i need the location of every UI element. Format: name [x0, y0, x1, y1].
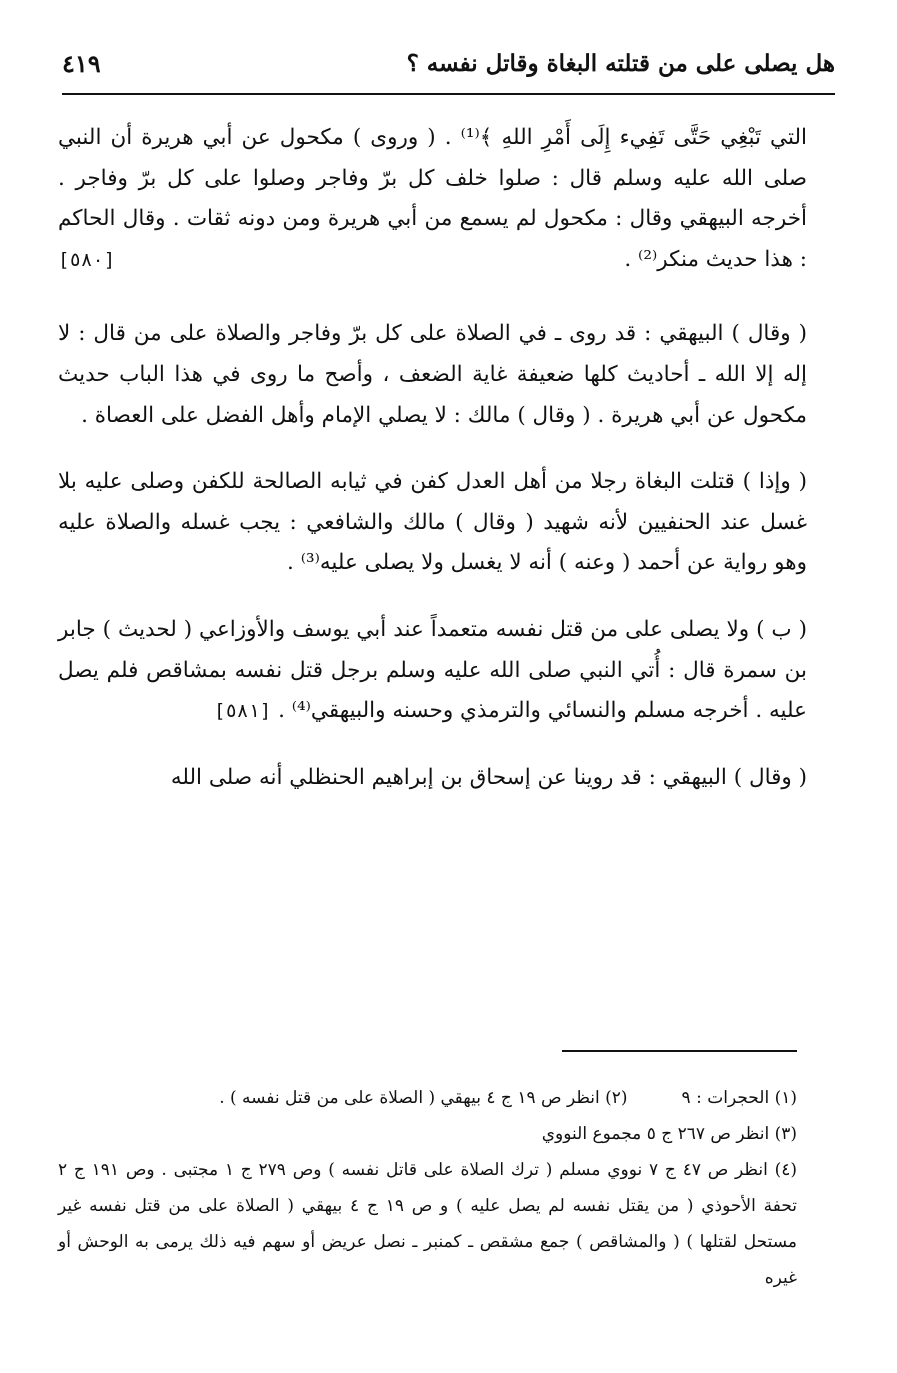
paragraph-3-text: ( وإذا ) قتلت البغاة رجلا من أهل العدل كفن في ثيابه الصالحة للكفن وصلى عليه بلا غسل عند الحنفيين لأنه شهيد ( وقال ) مالك والشافعي : يجب غسله والصلاة عليه وهو رواية عن أحمد ( وعنه ) أنه لا يغسل ولا يصلى عليه⁽³⁾ . [58, 469, 807, 576]
hadith-number-580: [٥٨٠] [58, 248, 116, 271]
footnote-row-1 [58, 1080, 797, 1116]
footnote-rule [562, 1050, 797, 1052]
footnote-2: (٢) انظر ص ١٩ ج ٤ بيهقي ( الصلاة على من قتل نفسه ) . [219, 1088, 628, 1108]
paragraph-3 [58, 462, 807, 584]
page-number: ٤١٩ [62, 48, 101, 78]
footnote-3: (٣) انظر ص ٢٦٧ ج ٥ مجموع النووي [541, 1124, 797, 1144]
page-header [62, 38, 835, 88]
paragraph-5-text: ( وقال ) البيهقي : قد روينا عن إسحاق بن إبراهيم الحنظلي أنه صلى الله [170, 764, 807, 790]
header-rule [62, 93, 835, 95]
paragraph-2-text: ( وقال ) البيهقي : قد روى ـ في الصلاة على كل برّ وفاجر والصلاة على من قال : لا إله إلا الله ـ أحاديث كلها ضعيفة غاية الضعف ، وأصح ما روى في هذا الباب حديث مكحول عن أبي هريرة . ( وقال ) مالك : لا يصلي الإمام وأهل الفضل على العصاة . [58, 321, 807, 428]
paragraph-4 [58, 610, 807, 732]
footnotes [58, 1080, 797, 1296]
footnote-4: (٤) انظر ص ٤٧ ج ٧ نووي مسلم ( ترك الصلاة على قاتل نفسه ) وص ٢٧٩ ج ١ مجتبى . وص ١٩١ ج ٢ تحفة الأحوذي ( من يقتل نفسه لم يصل عليه ) و ص ١٩ ج ٤ بيهقي ( الصلاة على من قتل نفسه غير مستحل لقتلها ) ( والمشاقص ) جمع مشقص ـ كمنبر ـ نصل عريض أو سهم فيه ذلك يرمى به الوحش أو غيره [58, 1160, 798, 1288]
footnote-1: (١) الحجرات : ٩ [681, 1088, 797, 1108]
hadith-number-581: [٥٨١] [213, 700, 272, 723]
main-text [58, 118, 807, 824]
running-title: هل يصلى على من قتلته البغاة وقاتل نفسه ؟ [406, 49, 835, 77]
paragraph-2 [58, 314, 807, 436]
paragraph-1-text: التي تَبْغِي حَتَّى تَفِيء إِلَى أَمْرِ اللهِ ﴾⁽¹⁾ . ( وروى ) مكحول عن أبي هريرة أن النبي صلى الله عليه وسلم قال : صلوا خلف كل برّ وفاجر وصلوا على كل برّ وفاجر . أخرجه البيهقي وقال : مكحول لم يسمع من أبي هريرة ومن دونه ثقات . وقال الحاكم : هذا حديث منكر⁽²⁾ . [58, 125, 807, 272]
paragraph-1 [58, 118, 807, 280]
paragraph-5 [58, 758, 807, 799]
footnote-row-2 [58, 1116, 797, 1152]
paragraph-4-text: ( ب ) ولا يصلى على من قتل نفسه متعمداً عند أبي يوسف والأوزاعي ( لحديث ) جابر بن سمرة قال : أُتي النبي صلى الله عليه وسلم برجل قتل نفسه بمشاقص فلم يصل عليه . أخرجه مسلم والنسائي والترمذي وحسنه والبيهقي⁽⁴⁾ . [58, 616, 807, 724]
